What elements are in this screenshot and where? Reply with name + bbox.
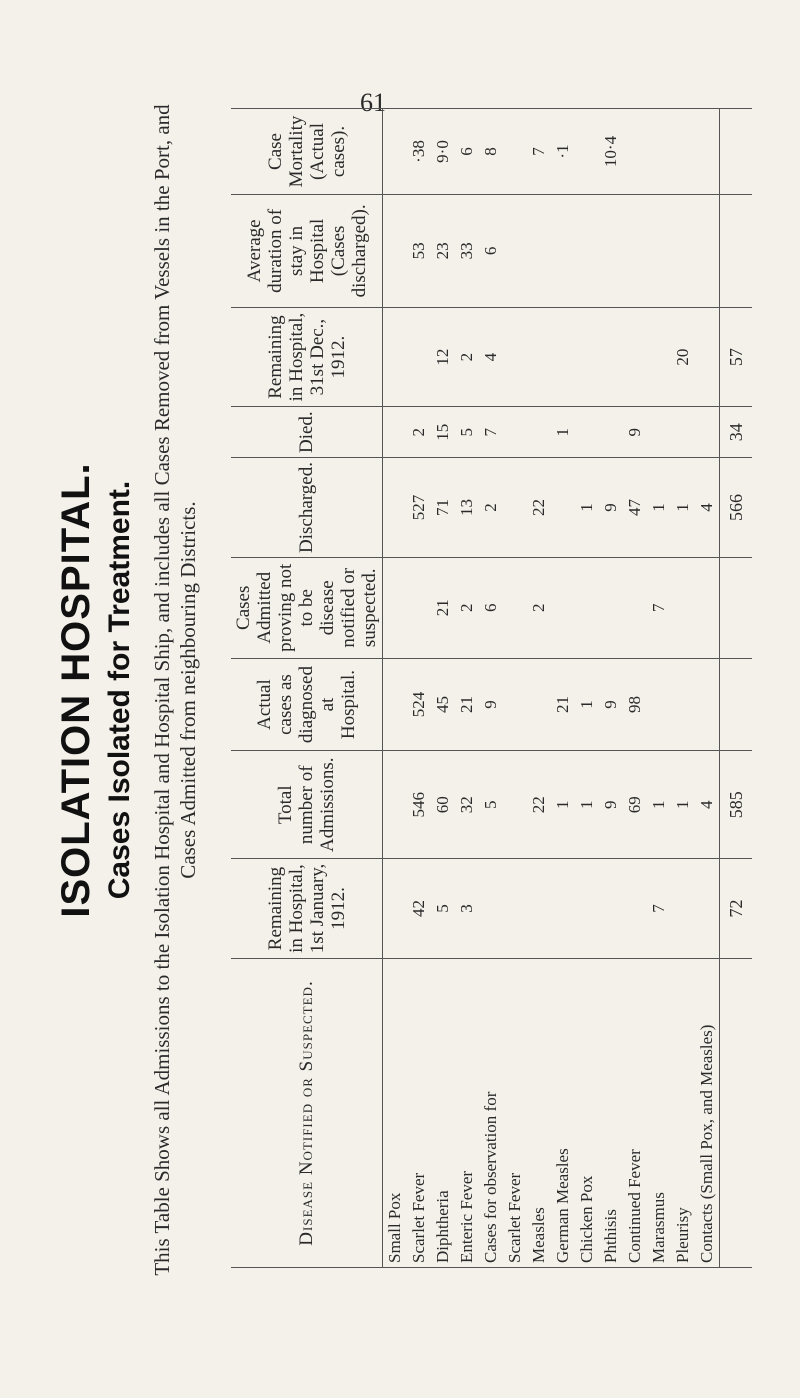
disease-name: Diphtheria	[431, 959, 455, 1268]
disease-name: German Measles	[551, 959, 575, 1268]
cell-died	[671, 407, 695, 458]
table-row	[623, 109, 647, 1268]
col-remaining-end: Remaining in Hospital, 31st Dec., 1912.	[231, 307, 383, 407]
cell-died	[383, 407, 408, 458]
cell-discharged: 9	[599, 458, 623, 558]
cell-actual: 9	[599, 658, 623, 751]
cell-rem-start	[695, 859, 720, 959]
col-disease: Disease Notified or Suspected.	[231, 959, 383, 1268]
table-footer	[720, 109, 753, 1268]
totals-row	[720, 109, 753, 1268]
total-actual	[720, 658, 753, 751]
cell-discharged: 1	[671, 458, 695, 558]
cell-total: 546	[407, 751, 431, 859]
cell-not-disease	[671, 557, 695, 658]
total-not-disease	[720, 557, 753, 658]
cell-died	[503, 407, 527, 458]
col-died: Died.	[231, 407, 383, 458]
table-caption: This Table Shows all Admissions to the Isolation Hospital and Hospital Ship, and includes all Cases Removed from Vessels in the Port, and Cases Admitted from neighbouring Districts.	[150, 104, 200, 1276]
total-average-stay	[720, 194, 753, 307]
cell-actual: 21	[551, 658, 575, 751]
disease-name: Phthisis	[599, 959, 623, 1268]
col-case-mortality: Case Mortality (Actual cases).	[231, 109, 383, 195]
cell-rem-start	[623, 859, 647, 959]
cell-discharged: 1	[575, 458, 599, 558]
total-admissions: 585	[720, 751, 753, 859]
table-row	[695, 109, 720, 1268]
cell-total: 69	[623, 751, 647, 859]
cell-mortality	[695, 109, 720, 195]
cell-died: 7	[479, 407, 503, 458]
cell-rem-end	[551, 307, 575, 407]
cell-actual	[503, 658, 527, 751]
cell-avg-stay	[503, 194, 527, 307]
cell-discharged	[503, 458, 527, 558]
page-title: ISOLATION HOSPITAL.	[54, 462, 98, 918]
cell-rem-end	[407, 307, 431, 407]
table-row	[647, 109, 671, 1268]
table-row	[671, 109, 695, 1268]
cell-total: 32	[455, 751, 479, 859]
cell-actual: 21	[455, 658, 479, 751]
cell-died: 15	[431, 407, 455, 458]
disease-name: Marasmus	[647, 959, 671, 1268]
cell-died: 5	[455, 407, 479, 458]
cell-died	[527, 407, 551, 458]
disease-name: Scarlet Fever	[503, 959, 527, 1268]
cell-mortality: ·38	[407, 109, 431, 195]
table-row	[479, 109, 503, 1268]
total-remaining-end: 57	[720, 307, 753, 407]
cell-rem-end	[527, 307, 551, 407]
totals-label	[720, 959, 753, 1268]
cell-rem-end	[503, 307, 527, 407]
cell-total: 1	[671, 751, 695, 859]
total-mortality	[720, 109, 753, 195]
cell-mortality: 9·0	[431, 109, 455, 195]
disease-name: Chicken Pox	[575, 959, 599, 1268]
cell-avg-stay	[671, 194, 695, 307]
cell-rem-end	[695, 307, 720, 407]
cell-rem-end	[383, 307, 408, 407]
table-row	[527, 109, 551, 1268]
cell-discharged: 13	[455, 458, 479, 558]
cell-avg-stay	[647, 194, 671, 307]
cell-total: 9	[599, 751, 623, 859]
page-subtitle: Cases Isolated for Treatment.	[103, 480, 136, 900]
cell-mortality	[503, 109, 527, 195]
cell-actual	[527, 658, 551, 751]
disease-name: Pleurisy	[671, 959, 695, 1268]
total-died: 34	[720, 407, 753, 458]
cell-avg-stay	[695, 194, 720, 307]
cell-avg-stay	[527, 194, 551, 307]
table-row	[503, 109, 527, 1268]
cell-actual	[671, 658, 695, 751]
cell-rem-start	[671, 859, 695, 959]
table-row	[455, 109, 479, 1268]
cell-rem-start	[383, 859, 408, 959]
table-row	[431, 109, 455, 1268]
cell-total	[503, 751, 527, 859]
cell-not-disease	[695, 557, 720, 658]
cell-not-disease: 2	[455, 557, 479, 658]
cell-avg-stay: 23	[431, 194, 455, 307]
cell-actual: 524	[407, 658, 431, 751]
cell-avg-stay: 6	[479, 194, 503, 307]
cell-discharged	[551, 458, 575, 558]
cell-total: 5	[479, 751, 503, 859]
cell-rem-end: 20	[671, 307, 695, 407]
disease-name: Enteric Fever	[455, 959, 479, 1268]
col-average-stay: Average duration of stay in Hospital (Cases discharged).	[231, 194, 383, 307]
cell-died	[575, 407, 599, 458]
disease-name: Cases for observation for	[479, 959, 503, 1268]
cell-rem-start	[551, 859, 575, 959]
total-discharged: 566	[720, 458, 753, 558]
cell-discharged: 22	[527, 458, 551, 558]
cell-rem-start	[527, 859, 551, 959]
cell-total: 1	[575, 751, 599, 859]
disease-name: Continued Fever	[623, 959, 647, 1268]
cell-actual	[695, 658, 720, 751]
cell-mortality: 8	[479, 109, 503, 195]
cell-discharged: 1	[647, 458, 671, 558]
cell-rem-start	[575, 859, 599, 959]
cell-actual	[647, 658, 671, 751]
cell-died: 2	[407, 407, 431, 458]
cell-rem-end: 2	[455, 307, 479, 407]
cell-avg-stay	[623, 194, 647, 307]
cell-avg-stay: 53	[407, 194, 431, 307]
isolation-table	[231, 108, 752, 1268]
cell-avg-stay	[575, 194, 599, 307]
cell-total: 4	[695, 751, 720, 859]
cell-rem-end: 4	[479, 307, 503, 407]
table-body	[383, 109, 720, 1268]
cell-rem-end	[599, 307, 623, 407]
disease-name: Scarlet Fever	[407, 959, 431, 1268]
header-row	[231, 109, 383, 1268]
table-row	[551, 109, 575, 1268]
disease-name: Measles	[527, 959, 551, 1268]
cell-rem-start	[599, 859, 623, 959]
cell-avg-stay	[599, 194, 623, 307]
table-row	[599, 109, 623, 1268]
cell-rem-start	[479, 859, 503, 959]
page-number: 61	[360, 88, 386, 117]
cell-discharged: 527	[407, 458, 431, 558]
cell-avg-stay: 33	[455, 194, 479, 307]
cell-not-disease: 6	[479, 557, 503, 658]
cell-rem-start	[503, 859, 527, 959]
cell-mortality: 7	[527, 109, 551, 195]
cell-not-disease: 7	[647, 557, 671, 658]
col-actual-cases: Actual cases as diagnosed at Hospital.	[231, 658, 383, 751]
col-total-admissions: Total number of Admissions.	[231, 751, 383, 859]
cell-died	[647, 407, 671, 458]
cell-discharged: 4	[695, 458, 720, 558]
cell-total	[383, 751, 408, 859]
cell-mortality	[623, 109, 647, 195]
cell-rem-end: 12	[431, 307, 455, 407]
table-header	[231, 109, 383, 1268]
cell-mortality: 10·4	[599, 109, 623, 195]
cell-mortality	[383, 109, 408, 195]
cell-discharged: 2	[479, 458, 503, 558]
cell-not-disease	[623, 557, 647, 658]
cell-actual: 9	[479, 658, 503, 751]
cell-died	[599, 407, 623, 458]
col-remaining-start: Remaining in Hospital, 1st January, 1912.	[231, 859, 383, 959]
cell-not-disease: 21	[431, 557, 455, 658]
cell-rem-start: 5	[431, 859, 455, 959]
cell-rem-start: 3	[455, 859, 479, 959]
cell-mortality	[671, 109, 695, 195]
cell-rem-end	[647, 307, 671, 407]
cell-discharged	[383, 458, 408, 558]
cell-rem-end	[623, 307, 647, 407]
col-not-disease: Cases Admitted proving not to be disease notified or suspected.	[231, 557, 383, 658]
table-row	[575, 109, 599, 1268]
cell-mortality: ·1	[551, 109, 575, 195]
cell-rem-start: 7	[647, 859, 671, 959]
cell-mortality	[647, 109, 671, 195]
cell-died	[695, 407, 720, 458]
cell-died: 9	[623, 407, 647, 458]
cell-died: 1	[551, 407, 575, 458]
disease-name: Small Pox	[383, 959, 408, 1268]
cell-not-disease	[575, 557, 599, 658]
rotated-table-page	[50, 70, 750, 1310]
cell-discharged: 71	[431, 458, 455, 558]
cell-rem-end	[575, 307, 599, 407]
cell-mortality	[575, 109, 599, 195]
cell-not-disease: 2	[527, 557, 551, 658]
cell-total: 22	[527, 751, 551, 859]
cell-actual: 98	[623, 658, 647, 751]
cell-avg-stay	[383, 194, 408, 307]
cell-discharged: 47	[623, 458, 647, 558]
total-remaining-start: 72	[720, 859, 753, 959]
cell-not-disease	[599, 557, 623, 658]
cell-total: 1	[647, 751, 671, 859]
cell-not-disease	[503, 557, 527, 658]
table-row	[383, 109, 408, 1268]
table-row	[407, 109, 431, 1268]
cell-not-disease	[407, 557, 431, 658]
cell-actual: 45	[431, 658, 455, 751]
cell-actual	[383, 658, 408, 751]
cell-rem-start: 42	[407, 859, 431, 959]
cell-not-disease	[551, 557, 575, 658]
cell-total: 1	[551, 751, 575, 859]
cell-actual: 1	[575, 658, 599, 751]
disease-name: Contacts (Small Pox, and Measles)	[695, 959, 720, 1268]
col-discharged: Discharged.	[231, 458, 383, 558]
cell-avg-stay	[551, 194, 575, 307]
cell-not-disease	[383, 557, 408, 658]
cell-mortality: 6	[455, 109, 479, 195]
cell-total: 60	[431, 751, 455, 859]
